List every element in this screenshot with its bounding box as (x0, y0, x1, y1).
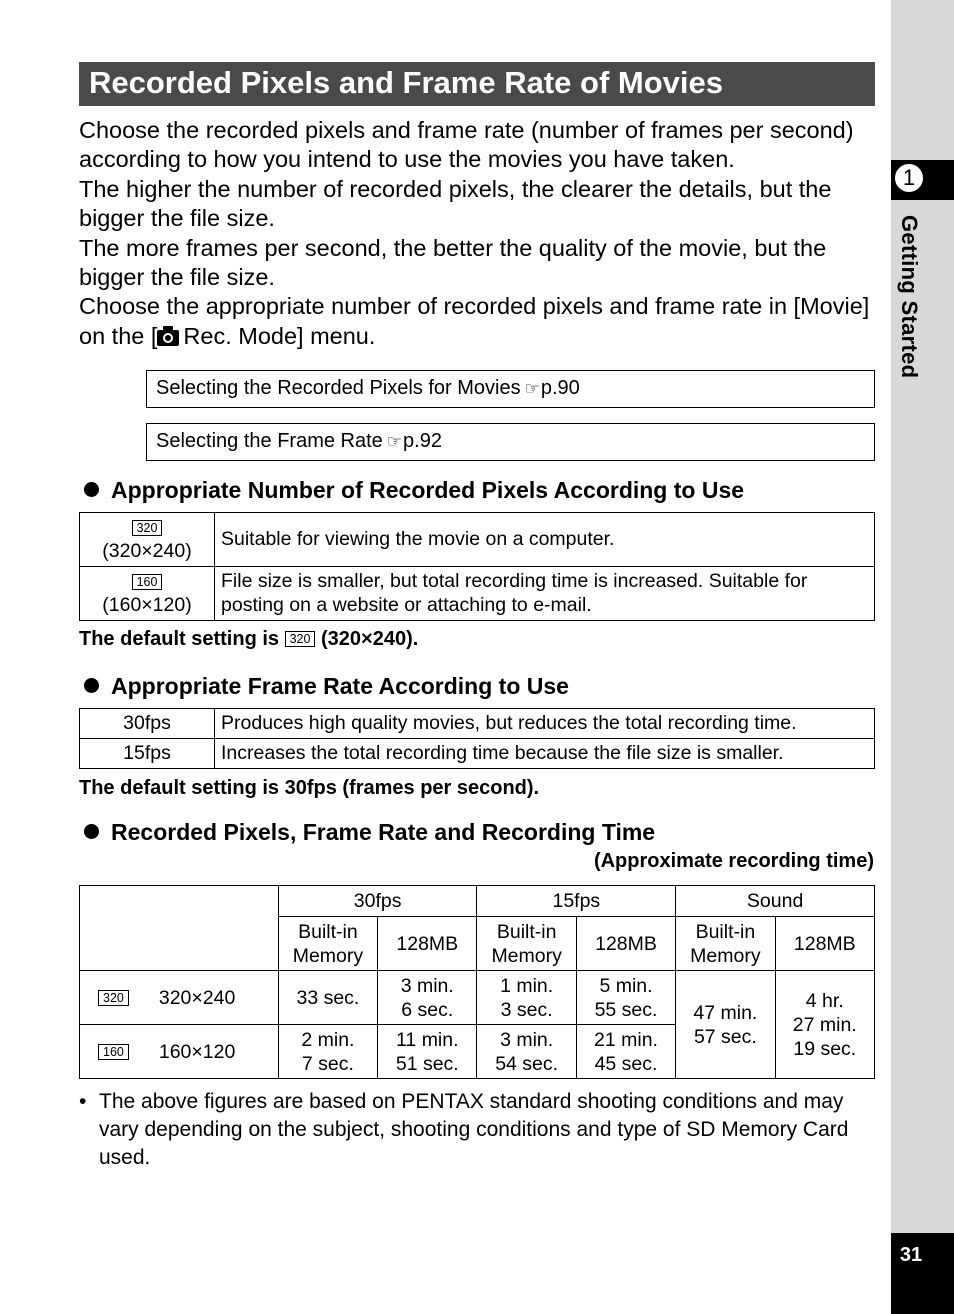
value-line: 51 sec. (395, 1052, 459, 1075)
sound-card-cell (775, 971, 874, 1079)
value-line: 21 min. (594, 1028, 658, 1051)
page-title: Recorded Pixels and Frame Rate of Movies (79, 62, 875, 106)
builtin-line-2: Memory (690, 944, 761, 967)
section-heading-text: Appropriate Frame Rate According to Use (111, 673, 569, 699)
sound-builtin-cell (676, 971, 775, 1079)
pointing-hand-icon: ☞ (524, 379, 540, 398)
pixels-table (79, 512, 875, 621)
page-number: 31 (899, 1244, 923, 1266)
value-line: 47 min. (693, 1001, 758, 1024)
pixels-resolution: (320×240) (102, 539, 192, 562)
footnote (79, 1088, 869, 1172)
movie-160-icon: 160 (98, 1044, 129, 1060)
value-line: 45 sec. (594, 1052, 658, 1075)
value-cell (477, 1025, 576, 1079)
approx-note: (Approximate recording time) (593, 850, 874, 872)
group-header-30fps: 30fps (278, 886, 477, 917)
value-line: 55 sec. (594, 998, 658, 1021)
value-line: 3 min. (500, 1028, 554, 1051)
ref-text: Selecting the Frame Rate (156, 430, 383, 452)
value-line: 33 sec. (296, 986, 360, 1009)
section-heading-frame-rate (84, 672, 569, 700)
frame-rate-table (79, 708, 875, 769)
value-cell (477, 971, 576, 1025)
bullet-icon (84, 482, 99, 497)
value-cell (378, 1025, 477, 1079)
intro-paragraph-4 (79, 292, 879, 353)
value-line: 3 min. (400, 974, 454, 997)
section-heading-recording-time (84, 818, 655, 846)
value-line: 54 sec. (495, 1052, 559, 1075)
chapter-label: Getting Started (897, 215, 922, 379)
value-line: 6 sec. (401, 998, 454, 1021)
value-cell (576, 1025, 675, 1079)
builtin-line-2: Memory (292, 944, 364, 967)
subheader-builtin (676, 917, 775, 971)
intro-paragraph-1: Choose the recorded pixels and frame rate (number of frames per second) according to how you intend to use the movies you have taken. (79, 117, 854, 173)
intro-paragraph-2: The higher the number of recorded pixels, the clearer the details, but the bigger the file size. (79, 175, 832, 232)
frame-rate-desc-cell: Increases the total recording time because the file size is smaller. (215, 739, 875, 769)
value-line: 57 sec. (693, 1025, 757, 1048)
frame-rate-desc-cell: Produces high quality movies, but reduces the total recording time. (215, 709, 875, 739)
movie-320-icon: 320 (285, 631, 316, 647)
row-header-320 (80, 971, 279, 1025)
intro-paragraph-3: The more frames per second, the better the quality of the movie, but the bigger the file size. (79, 234, 827, 291)
corner-cell (80, 886, 279, 971)
group-header-15fps: 15fps (477, 886, 676, 917)
ref-text: Selecting the Recorded Pixels for Movies (156, 377, 521, 399)
movie-320-icon: 320 (132, 520, 163, 536)
subheader-builtin (278, 917, 377, 971)
section-heading-text: Recorded Pixels, Frame Rate and Recording Time (111, 819, 656, 845)
movie-320-icon: 320 (98, 990, 129, 1006)
pixels-default-note (79, 628, 418, 651)
subheader-card: 128MB (576, 917, 675, 971)
section-heading-pixels (84, 476, 744, 504)
footnote-text: The above figures are based on PENTAX standard shooting conditions and may vary depending on the subject, shooting conditions and type of SD Memory Card used. (99, 1090, 849, 1169)
pixels-resolution: (160×120) (102, 593, 192, 616)
value-line: 4 hr. (805, 989, 844, 1012)
pointing-hand-icon: ☞ (386, 432, 403, 451)
ref-box-frame-rate[interactable] (146, 423, 875, 461)
pixels-key-cell (80, 567, 215, 621)
intro-p4-before: Choose the appropriate number of recorded pixels and frame rate in [Movie] on the [ (79, 293, 870, 349)
value-line: 3 sec. (500, 998, 553, 1021)
recording-time-table (79, 885, 875, 1079)
row-resolution: 160×120 (158, 1040, 236, 1063)
value-line: 5 min. (599, 974, 653, 997)
table-row (80, 739, 875, 769)
ref-page-link[interactable]: p.90 (540, 377, 580, 399)
table-row (80, 709, 875, 739)
group-header-sound: Sound (676, 886, 875, 917)
ref-box-recorded-pixels[interactable] (146, 370, 875, 408)
pixels-desc-cell: Suitable for viewing the movie on a computer. (215, 513, 875, 567)
movie-160-icon: 160 (132, 574, 163, 590)
subheader-card: 128MB (775, 917, 874, 971)
pixels-key-cell (80, 513, 215, 567)
pixels-desc-cell: File size is smaller, but total recording time is increased. Suitable for posting on a website or attaching to e-mail. (215, 567, 875, 621)
chapter-number: 1 (893, 162, 925, 194)
value-line: 27 min. (792, 1013, 857, 1036)
value-cell (278, 971, 377, 1025)
value-cell (278, 1025, 377, 1079)
subheader-card: 128MB (378, 917, 477, 971)
table-row (80, 513, 875, 567)
row-header-160 (80, 1025, 279, 1079)
camera-icon (157, 324, 179, 353)
builtin-line-2: Memory (491, 944, 562, 967)
section-heading-text: Appropriate Number of Recorded Pixels According to Use (111, 477, 745, 503)
builtin-line-1: Built-in (695, 920, 756, 943)
value-line: 1 min. (500, 974, 554, 997)
builtin-line-1: Built-in (298, 920, 358, 943)
table-row (80, 971, 875, 1025)
frame-rate-key-cell: 15fps (80, 739, 215, 769)
value-line: 7 sec. (301, 1052, 354, 1075)
frame-rate-key-cell: 30fps (80, 709, 215, 739)
value-line: 11 min. (396, 1028, 459, 1051)
value-cell (576, 971, 675, 1025)
value-line: 19 sec. (793, 1037, 857, 1060)
intro-p4-after: Rec. Mode] menu. (183, 322, 376, 349)
row-resolution: 320×240 (158, 986, 236, 1009)
value-line: 2 min. (301, 1028, 355, 1051)
table-header-row (80, 886, 875, 917)
footnote-bullet: • (79, 1090, 87, 1113)
table-row (80, 567, 875, 621)
ref-page-link[interactable]: p.92 (403, 430, 442, 452)
default-after: (320×240). (321, 628, 419, 650)
bullet-icon (84, 678, 99, 693)
value-cell (378, 971, 477, 1025)
frame-rate-default-note: The default setting is 30fps (frames per second). (79, 777, 540, 799)
default-before: The default setting is (79, 628, 280, 650)
subheader-builtin (477, 917, 576, 971)
intro-text (79, 116, 879, 353)
bullet-icon (84, 824, 99, 839)
builtin-line-1: Built-in (496, 920, 557, 943)
